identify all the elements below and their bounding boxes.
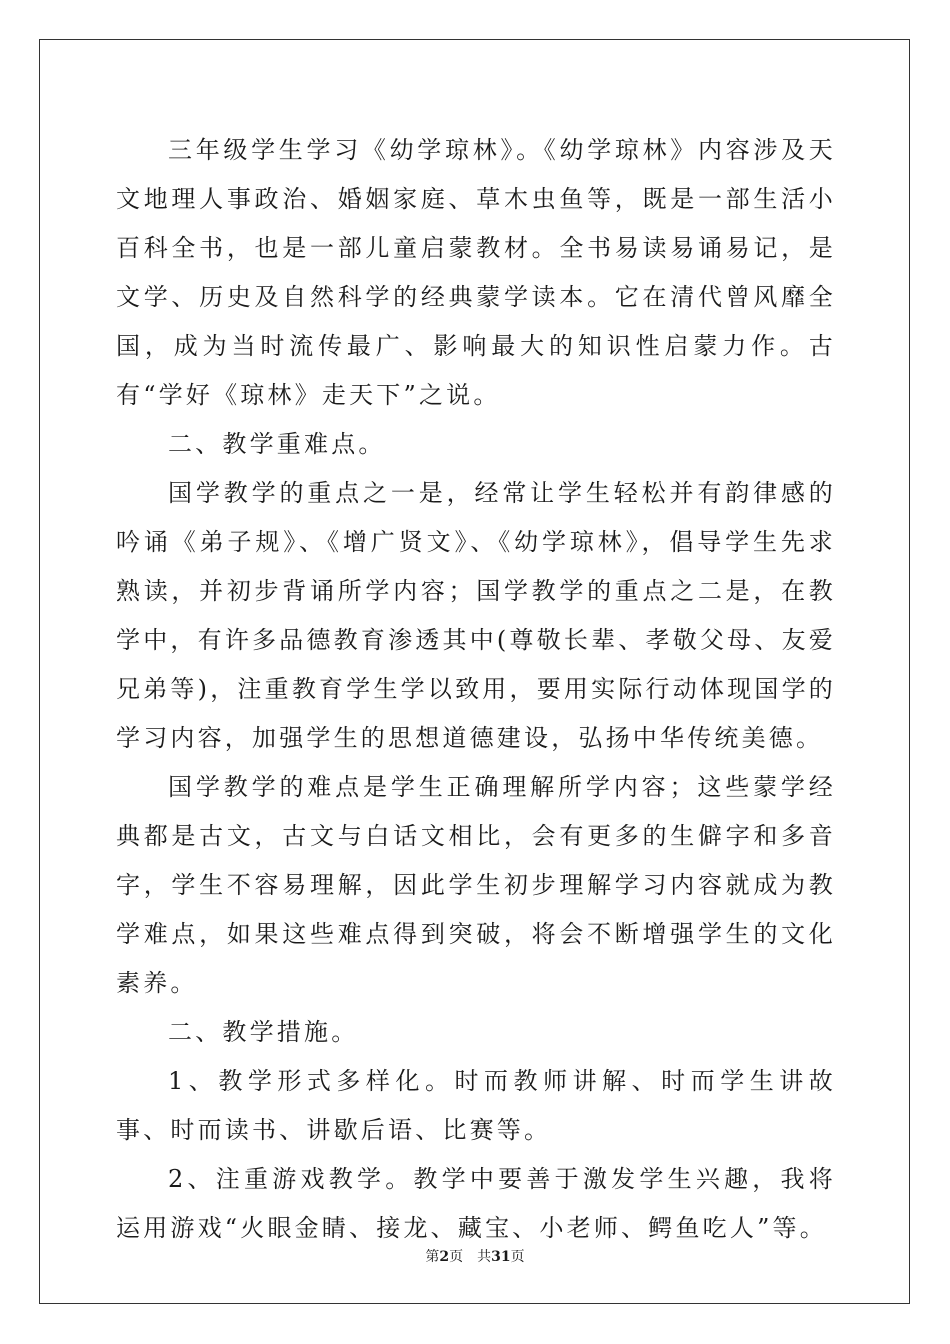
page-footer <box>0 1248 950 1266</box>
paragraph-intro: 三年级学生学习《幼学琼林》。《幼学琼林》内容涉及天文地理人事政治、婚姻家庭、草木虫鱼等，既是一部生活小百科全书，也是一部儿童启蒙教材。全书易读易诵易记，是文学、历史及自然科学的经典蒙学读本。它在清代曾风靡全国，成为当时流传最广、影响最大的知识性启蒙力作。古有“学好《琼林》走天下”之说。 <box>116 136 836 409</box>
section-heading-teaching-measures: 二、教学措施。 <box>168 1018 359 1046</box>
list-item-measure-2: 2、注重游戏教学。教学中要善于激发学生兴趣，我将运用游戏“火眼金睛、接龙、藏宝、小老师、鳄鱼吃人”等。 <box>116 1165 836 1242</box>
page-suffix: 页 <box>449 1249 464 1265</box>
page-prefix: 第 <box>425 1249 440 1265</box>
paragraph-key-points: 国学教学的重点之一是，经常让学生轻松并有韵律感的吟诵《弟子规》、《增广贤文》、《幼学琼林》，倡导学生先求熟读，并初步背诵所学内容；国学教学的重点之二是，在教学中，有许多品德教育渗透其中(尊敬长辈、孝敬父母、友爱兄弟等)，注重教育学生学以致用，要用实际行动体现国学的学习内容，加强学生的思想道德建设，弘扬中华传统美德。 <box>116 479 836 752</box>
total-pages: 31 <box>491 1249 511 1265</box>
page-number: 2 <box>439 1249 450 1265</box>
total-suffix: 页 <box>510 1249 525 1265</box>
section-heading-key-difficult-points: 二、教学重难点。 <box>168 430 386 458</box>
document-body <box>116 126 836 1253</box>
total-prefix: 共 <box>477 1249 492 1265</box>
list-item-measure-1: 1、教学形式多样化。时而教师讲解、时而学生讲故事、时而读书、讲歇后语、比赛等。 <box>116 1067 836 1144</box>
paragraph-difficult-points: 国学教学的难点是学生正确理解所学内容；这些蒙学经典都是古文，古文与白话文相比，会有更多的生僻字和多音字，学生不容易理解，因此学生初步理解学习内容就成为教学难点，如果这些难点得到突破，将会不断增强学生的文化素养。 <box>116 773 836 997</box>
